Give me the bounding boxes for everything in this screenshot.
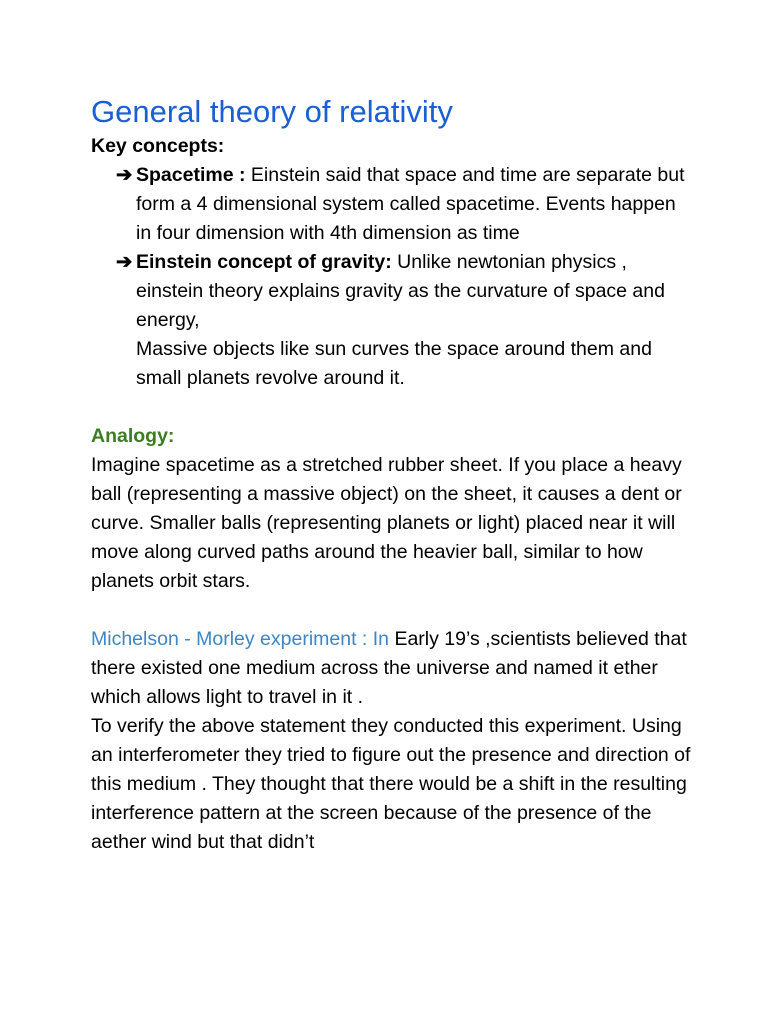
analogy-paragraph: Imagine spacetime as a stretched rubber sheet. If you place a heavy ball (representing a massive object) on the sheet, it causes a dent or curve. Smaller balls (representing planets or light) placed near it will move along curved paths around the heavier ball, similar to how planets orbit stars. [91,454,682,592]
concept-description: Unlike newtonian physics , einstein theory explains gravity as the curvature of space and energy, [136,251,665,331]
key-concepts-heading: Key concepts: [91,135,225,157]
analogy-heading: Analogy: [91,425,175,447]
arrow-bullet-icon: ➔ [116,251,133,273]
section-spacer [91,393,691,422]
concept-description: Einstein said that space and time are separate but form a 4 dimensional system called spacetime. Events happen in four dimension with 4th dimension as time [136,164,685,244]
michelson-text: Early 19’s ,scientists believed that there existed one medium across the universe and named it ether which allows light to travel in it . [91,628,687,708]
michelson-paragraph [91,625,691,712]
michelson-paragraph-continued: To verify the above statement they conducted this experiment. Using an interferometer they tried to figure out the presence and direction of this medium . They thought that there would be a shift in the resulting interference pattern at the screen because of the presence of the aether wind but that didn’t [91,715,691,853]
concept-description-continued: Massive objects like sun curves the space around them and small planets revolve around it. [136,338,652,389]
section-spacer [91,596,691,625]
arrow-bullet-icon: ➔ [116,164,133,186]
concept-item-spacetime [91,161,691,248]
concepts-list [91,161,691,393]
concept-item-gravity [91,248,691,393]
michelson-label: Michelson - Morley experiment : In [91,628,390,650]
document-content [91,92,691,857]
concept-term: Einstein concept of gravity: [136,251,392,273]
concept-term: Spacetime : [136,164,246,186]
document-title: General theory of relativity [91,94,453,129]
